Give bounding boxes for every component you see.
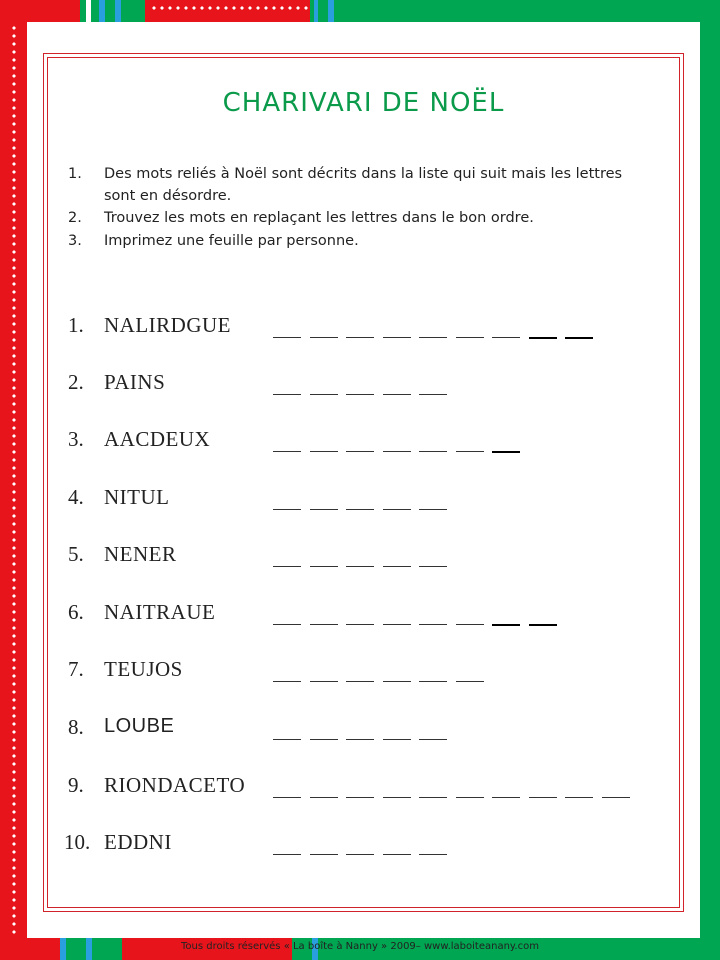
word-number: 3. — [68, 427, 84, 451]
letter-blank[interactable] — [273, 624, 301, 625]
letter-blank[interactable] — [419, 509, 447, 510]
word-number: 9. — [68, 773, 84, 797]
word-number: 2. — [68, 370, 84, 394]
top-dotted-stripe — [150, 6, 310, 10]
word-row — [0, 370, 720, 400]
letter-blank[interactable] — [346, 394, 374, 395]
letter-blank[interactable] — [346, 337, 374, 338]
word-row — [0, 830, 720, 860]
word-number: 10. — [64, 830, 91, 854]
letter-blank[interactable] — [383, 394, 411, 395]
letter-blank[interactable] — [565, 797, 593, 798]
word-number: 5. — [68, 542, 84, 566]
word-row — [0, 485, 720, 515]
scrambled-word: RIONDACETO — [104, 773, 246, 797]
letter-blank[interactable] — [383, 451, 411, 452]
letter-blank[interactable] — [419, 797, 447, 798]
letter-blank[interactable] — [346, 509, 374, 510]
scrambled-word: EDDNI — [104, 830, 172, 854]
letter-blank[interactable] — [273, 451, 301, 452]
letter-blank[interactable] — [456, 681, 484, 682]
instruction-text: Des mots reliés à Noël sont décrits dans la liste qui suit mais les lettres sont en désordre. — [104, 166, 623, 204]
letter-blank[interactable] — [310, 566, 338, 567]
letter-blank[interactable] — [383, 624, 411, 625]
letter-blank[interactable] — [346, 451, 374, 452]
letter-blank[interactable] — [419, 624, 447, 625]
instruction-text: Trouvez les mots en replaçant les lettres dans le bon ordre. — [104, 210, 534, 226]
letter-blank[interactable] — [310, 739, 338, 740]
letter-blank[interactable] — [383, 854, 411, 855]
word-row — [0, 715, 720, 745]
scrambled-word: NAITRAUE — [104, 600, 216, 624]
letter-blank[interactable] — [456, 797, 484, 798]
letter-blank[interactable] — [310, 854, 338, 855]
letter-blank[interactable] — [529, 797, 557, 798]
letter-blank[interactable] — [273, 739, 301, 740]
copyright-footer: Tous droits réservés « La boîte à Nanny » 2009– www.laboiteanany.com — [181, 941, 539, 952]
word-row — [0, 427, 720, 457]
letter-blank[interactable] — [492, 797, 520, 798]
scrambled-word: TEUJOS — [104, 657, 183, 681]
letter-blank[interactable] — [529, 337, 557, 339]
instruction-number: 1. — [68, 166, 82, 182]
letter-blank[interactable] — [273, 337, 301, 338]
letter-blank[interactable] — [419, 739, 447, 740]
word-number: 6. — [68, 600, 84, 624]
letter-blank[interactable] — [310, 681, 338, 682]
right-green-border — [700, 0, 720, 960]
letter-blank[interactable] — [383, 509, 411, 510]
word-number: 1. — [68, 313, 84, 337]
letter-blank[interactable] — [383, 337, 411, 338]
scrambled-word: NITUL — [104, 485, 170, 509]
letter-blank[interactable] — [310, 337, 338, 338]
letter-blank[interactable] — [310, 394, 338, 395]
letter-blank[interactable] — [273, 509, 301, 510]
letter-blank[interactable] — [273, 854, 301, 855]
letter-blank[interactable] — [346, 624, 374, 625]
letter-blank[interactable] — [529, 624, 557, 626]
scrambled-word: LOUBE — [104, 715, 175, 737]
letter-blank[interactable] — [310, 509, 338, 510]
scrambled-word: NENER — [104, 542, 177, 566]
letter-blank[interactable] — [273, 566, 301, 567]
letter-blank[interactable] — [383, 566, 411, 567]
letter-blank[interactable] — [310, 624, 338, 625]
instruction-number: 3. — [68, 233, 82, 249]
letter-blank[interactable] — [419, 337, 447, 338]
letter-blank[interactable] — [273, 797, 301, 798]
letter-blank[interactable] — [419, 451, 447, 452]
letter-blank[interactable] — [383, 797, 411, 798]
top-striped-border — [0, 0, 720, 22]
letter-blank[interactable] — [492, 451, 520, 453]
letter-blank[interactable] — [273, 681, 301, 682]
word-number: 8. — [68, 715, 84, 739]
word-row — [0, 542, 720, 572]
scrambled-word: AACDEUX — [104, 427, 211, 451]
word-row — [0, 773, 720, 803]
scrambled-word: NALIRDGUE — [104, 313, 231, 337]
letter-blank[interactable] — [383, 739, 411, 740]
letter-blank[interactable] — [419, 681, 447, 682]
letter-blank[interactable] — [456, 337, 484, 338]
word-number: 4. — [68, 485, 84, 509]
letter-blank[interactable] — [492, 624, 520, 626]
letter-blank[interactable] — [383, 681, 411, 682]
word-number: 7. — [68, 657, 84, 681]
letter-blank[interactable] — [273, 394, 301, 395]
letter-blank[interactable] — [456, 451, 484, 452]
letter-blank[interactable] — [310, 451, 338, 452]
word-row — [0, 313, 720, 343]
letter-blank[interactable] — [456, 624, 484, 625]
letter-blank[interactable] — [310, 797, 338, 798]
word-row — [0, 657, 720, 687]
letter-blank[interactable] — [492, 337, 520, 338]
instruction-text: Imprimez une feuille par personne. — [104, 233, 359, 249]
letter-blank[interactable] — [346, 854, 374, 855]
word-row — [0, 600, 720, 630]
letter-blank[interactable] — [565, 337, 593, 339]
letter-blank[interactable] — [346, 681, 374, 682]
letter-blank[interactable] — [346, 566, 374, 567]
letter-blank[interactable] — [419, 394, 447, 395]
letter-blank[interactable] — [419, 854, 447, 855]
letter-blank[interactable] — [346, 797, 374, 798]
letter-blank[interactable] — [602, 797, 630, 798]
letter-blank[interactable] — [419, 566, 447, 567]
instruction-number: 2. — [68, 210, 82, 226]
scrambled-word: PAINS — [104, 370, 166, 394]
page-title: CHARIVARI DE NOËL — [222, 88, 505, 118]
letter-blank[interactable] — [346, 739, 374, 740]
left-dotted-stripe — [12, 0, 16, 960]
